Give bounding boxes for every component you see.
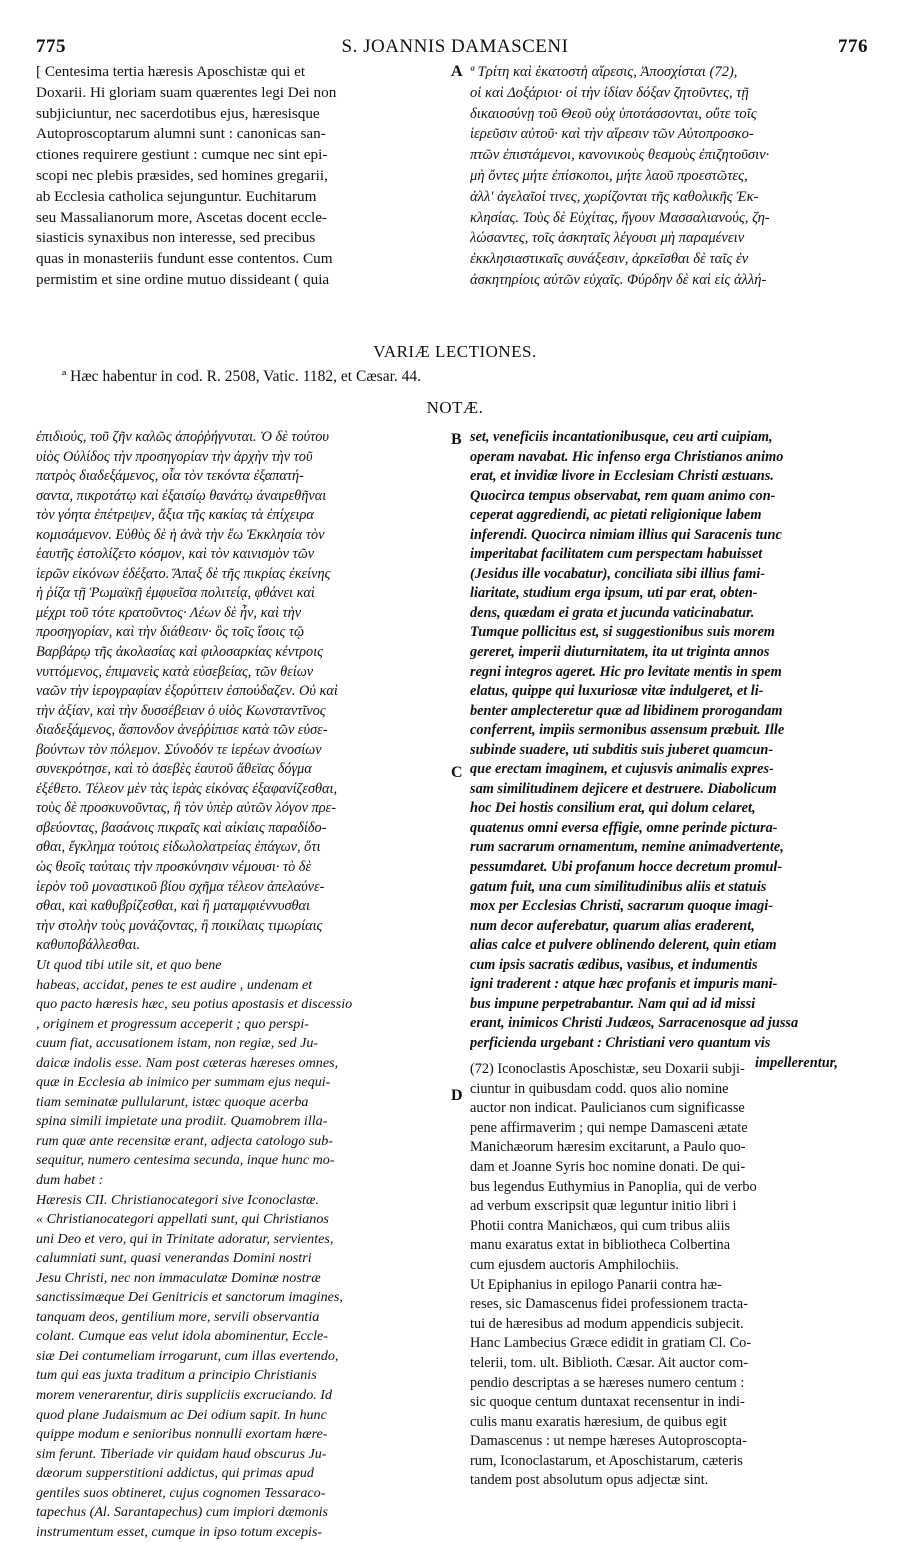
text-line: προσηγορίαν, καὶ τὴν διάθεσιν· ὃς τοῖς ἴσοις τῷ bbox=[36, 624, 305, 641]
text-line: Manichæorum hæresim excitarunt, a Paulo quo- bbox=[470, 1139, 746, 1156]
text-line: [ Centesima tertia hæresis Aposchistæ qui et bbox=[36, 63, 306, 80]
text-line: siæ Dei contumeliam irrogarunt, cum illas evertendo, bbox=[36, 1347, 339, 1364]
text-line: ἱερὸν τοῦ μοναστικοῦ βίου σχῆμα τέλεον ἀπελαύνε- bbox=[36, 878, 325, 895]
text-line: calumniati sunt, quasi venerandas Domini nostri bbox=[36, 1250, 312, 1267]
text-line: liaritate, studium erga ipsum, uti par erat, obten- bbox=[470, 585, 758, 602]
text-line: erat, et invidiæ livore in Ecclesiam Christi æstuans. bbox=[470, 468, 774, 485]
text-line: ª Τρίτη καὶ ἑκατοστὴ αἵρεσις, Ἀποσχίσται (72), bbox=[470, 64, 738, 80]
text-line: Photii contra Manichæos, qui cum tribus aliis bbox=[470, 1217, 731, 1234]
text-line: daicæ indolis esse. Nam post cæteras hæreses omnes, bbox=[36, 1054, 339, 1071]
text-line: que erectam imaginem, et cujusvis animalis expres- bbox=[470, 761, 774, 778]
page-number-left: 775 bbox=[36, 36, 66, 57]
text-line: νυττόμενος, ἐπιμανεὶς κατὰ εὐσεβείας, τῶν θείων bbox=[36, 663, 314, 680]
text-line: ἱερῶν εἰκόνων ἐδέξατο. Ἅπαξ δὲ τῆς πικρίας ἐκείνης bbox=[36, 565, 331, 582]
text-line: bus impune perpetrabantur. Nam qui ad id missi bbox=[470, 995, 756, 1012]
text-line: manu exaratus extat in bibliotheca Colbertina bbox=[470, 1237, 731, 1254]
text-line: σθαι, ἔγκλημα τούτοις εἰδωλολατρείας ἐπάγων, ὅτι bbox=[36, 839, 321, 856]
text-line: ceperat aggrediendi, ac pietati religionique labem bbox=[470, 507, 762, 524]
text-line: sic quoque centum duntaxat recensentur in indi- bbox=[470, 1394, 745, 1411]
text-line: tum qui eas juxta traditum a principio Christianis bbox=[36, 1367, 317, 1384]
text-line: pessumdaret. Ubi profanum hocce decretum promul- bbox=[470, 859, 783, 876]
text-line: uni Deo et vero, qui in Trinitate adoratur, servientes, bbox=[36, 1230, 334, 1247]
text-line: reses, sic Damascenus fidei professionem tracta- bbox=[470, 1296, 748, 1313]
text-line: elatus, quippe qui luxuriosæ vitæ indulgeret, et li- bbox=[470, 683, 764, 700]
text-line: dæorum supperstitioni addictus, qui primas apud bbox=[36, 1465, 314, 1482]
text-line: siasticis synaxibus non interesse, sed precibus bbox=[36, 229, 316, 247]
text-line: ὡς θεοῖς ταύταις τὴν προσκύνησιν νέμουσι· τὸ δὲ bbox=[36, 859, 312, 876]
text-line: σαντα, πικροτάτῳ καὶ ἐξαισίῳ θανάτῳ ἀναιρεθῆναι bbox=[36, 487, 327, 504]
text-line: ἐπιδιούς, τοῦ ζῆν καλῶς ἀποῤῥήγνυται. Ὁ δὲ τούτου bbox=[36, 429, 329, 445]
text-line: dam et Joanne Syris hoc nomine donati. De qui- bbox=[470, 1158, 746, 1175]
text-line: pene affirmaverim ; qui nempe Damasceni ætate bbox=[470, 1119, 748, 1136]
text-line: , originem et progressum acceperit ; quo perspi- bbox=[36, 1015, 309, 1032]
text-line: gereret, imperii diuturnitatem, ita ut triginta annos bbox=[470, 644, 770, 661]
text-line: spina simili impietate una prodiit. Quamobrem illa- bbox=[36, 1113, 328, 1130]
text-line: tui de hæresibus ad modum appendicis subjecit. bbox=[470, 1315, 744, 1332]
text-line: sanctissimæque Dei Genitricis et sanctorum imagines, bbox=[36, 1289, 343, 1306]
text-line: ad verbum exscripsit quæ leguntur initio libri i bbox=[470, 1198, 737, 1215]
text-line: tiam seminatæ pullularunt, istæc quoque acerba bbox=[36, 1093, 309, 1110]
text-line: Quocirca tempus observabat, rem quam animo con- bbox=[470, 487, 776, 504]
text-line: gatum fuit, una cum similitudinibus aliis et statuis bbox=[470, 878, 767, 895]
text-line: colant. Cumque eas velut idola abominentur, Eccle- bbox=[36, 1328, 328, 1345]
text-line: Βαρβάρῳ τῆς ἀκολασίας καὶ φιλοσαρκίας κέντροις bbox=[36, 644, 323, 661]
text-line: δικαιοσύνῃ τοῦ Θεοῦ οὐχ ὑποτάσσονται, οὔτε τοῖς bbox=[470, 105, 757, 122]
variae-text: ª Hæc habentur in cod. R. 2508, Vatic. 1182, et Cæsar. 44. bbox=[62, 368, 422, 385]
text-line: « Christianocategori appellati sunt, qui Christianos bbox=[36, 1211, 329, 1228]
text-line: τοὺς δὲ προσκυνοῦντας, ἢ τὸν ὑπὲρ αὐτῶν λόγον πρε- bbox=[36, 800, 336, 817]
text-line: impellerentur, bbox=[754, 1054, 838, 1071]
text-line: erant, inimicos Christi Judæos, Sarracenosque ad jussa bbox=[470, 1015, 799, 1032]
text-line: Damascenus : ut nempe hæreses Autoproscopta- bbox=[470, 1433, 747, 1450]
text-line: ἀλλ' ἀγελαῖοί τινες, χωρίζονται τῆς καθολικῆς Ἐκ- bbox=[470, 188, 759, 205]
text-line: (Jesidus ille vocabatur), conciliata sibi illius fami- bbox=[470, 565, 766, 582]
text-line: conferrent, impiis sermonibus assensum præbuit. Ille bbox=[470, 722, 785, 739]
text-line: ciuntur in quibusdam codd. quos alio nomine bbox=[470, 1080, 729, 1097]
text-line: num decor auferebatur, quarum alias eraderent, bbox=[470, 917, 755, 934]
text-line: ἐξέθετο. Τέλεον μὲν τὰς ἱερὰς εἰκόνας ἐξαφανίζεσθαι, bbox=[36, 780, 338, 797]
text-line: rum, Iconoclastarum, et Aposchistarum, cæteris bbox=[470, 1452, 743, 1469]
lower-greek-text bbox=[36, 428, 446, 956]
text-line: κλησίας. Τοὺς δὲ Εὐχίτας, ἤγουν Μασσαλιανούς, ζη- bbox=[470, 209, 770, 226]
text-line: quas in monasteriis fundunt esse contentos. Cum bbox=[36, 250, 333, 268]
right-latin-text bbox=[470, 428, 878, 1073]
text-line: benter amplecteretur quæ ad libidinem prorogandam bbox=[470, 702, 783, 719]
text-line: mox per Ecclesias Christi, sacrarum quoque imagi- bbox=[470, 898, 774, 915]
text-line: pendio descriptas a se hæreses numero centum : bbox=[470, 1374, 745, 1391]
text-line: Jesu Christi, nec non immaculatæ Dominæ nostræ bbox=[36, 1269, 321, 1286]
text-line: λώσαντες, τοῖς ἀσκηταῖς λέγουσι μὴ παραμένειν bbox=[470, 230, 745, 247]
text-line: Ut quod tibi utile sit, et quo bene bbox=[36, 957, 222, 973]
page-number-right: 776 bbox=[838, 36, 868, 57]
text-line: πτῶν ἐπιστάμενοι, κανονικοὺς θεσμοὺς ἐπιζητοῦσιν· bbox=[470, 147, 770, 164]
variae-heading: VARIÆ LECTIONES. bbox=[373, 342, 537, 361]
text-line: cuum fiat, accusationem istam, non regiæ, sed Ju- bbox=[36, 1035, 319, 1052]
text-line: operam navabat. Hic infenso erga Christianos animo bbox=[470, 448, 784, 465]
text-line: quo pacto hæresis hæc, seu potius apostasis et discessio bbox=[36, 996, 353, 1013]
margin-letter-d: D bbox=[451, 1087, 463, 1104]
text-line: ab Ecclesia catholica sejunguntur. Euchitarum bbox=[36, 187, 317, 205]
text-line: rum quæ ante recensitæ erant, adjecta catologo sub- bbox=[36, 1132, 333, 1149]
text-line: υἱὸς Οὐλίδος τὴν προσηγορίαν τὴν ἀρχὴν τὴν τοῦ bbox=[36, 448, 313, 465]
text-line: τὴν στολὴν τοὺς μονάζοντας, ἢ ποικίλαις τιμωρίαις bbox=[36, 917, 323, 934]
text-line: Autoproscoptarum alumni sunt : canonicas san- bbox=[36, 125, 326, 143]
text-line: instrumentum esset, cumque in ipso totum excepis- bbox=[36, 1523, 323, 1540]
text-line: ἡ ῥίζα τῇ Ῥωμαϊκῇ ἐμφυεῖσα πολιτείᾳ, φθάνει καὶ bbox=[36, 585, 315, 602]
text-line: alias calce et pulvere oblinendo delerent, quin etiam bbox=[470, 937, 777, 954]
top-latin-text bbox=[36, 62, 446, 291]
text-line: set, veneficiis incantationibusque, ceu arti cuipiam, bbox=[470, 429, 773, 445]
text-line: Hanc Lambecius Græce edidit in gratiam Cl. Co- bbox=[470, 1335, 752, 1352]
margin-letter-a: A bbox=[451, 63, 463, 80]
text-line: μὴ ὄντες μήτε ἐπίσκοποι, μήτε λαοῦ προεστῶτες, bbox=[470, 167, 748, 184]
text-line: σβεύοντας, βασάνοις πικραῖς καὶ αἰκίαις παραδίδο- bbox=[36, 819, 327, 836]
text-line: quatenus omni eversa effigie, omne perinde pictura- bbox=[470, 819, 778, 836]
text-line: imperitabat facilitatem cum perspectam habuisset bbox=[470, 546, 763, 563]
text-line: ἐκκλησιαστικαῖς συνάξεσιν, ἀρκεῖσθαι δὲ ταῖς ἐν bbox=[470, 251, 749, 268]
text-line: Tumque pollicitus est, si suggestionibus suis morem bbox=[470, 624, 775, 641]
text-line: διαδεξάμενος, ἄσπονδον ἀνεῤῥίπισε κατὰ τῶν εὐσε- bbox=[36, 722, 328, 739]
text-line: ἀσκητηρίοις αὐτῶν εὐχαῖς. Φύρδην δὲ καὶ εἰς ἀλλή- bbox=[470, 271, 767, 288]
text-line: κομισάμενον. Εὐθὺς δὲ ἡ ἀνὰ τὴν ἕω Ἐκκλησία τὸν bbox=[36, 526, 325, 543]
text-line: rum sacrarum ornamentum, nemine animadvertente, bbox=[470, 839, 784, 856]
text-line: permistim et sine ordine mutuo dissideant ( quia bbox=[36, 270, 330, 288]
text-line: dum habet : bbox=[36, 1172, 104, 1189]
margin-letter-b: B bbox=[451, 431, 462, 448]
text-line: morem venerarentur, diris suppliciis excruciando. Id bbox=[36, 1387, 333, 1404]
text-line: sam similitudinem dejicere et destruere. Diabolicum bbox=[470, 780, 777, 797]
text-line: τὸν γόητα ἐπέτρεψεν, ἄξια τῆς κακίας τὰ ἐπίχειρα bbox=[36, 507, 314, 524]
margin-letter-c: C bbox=[451, 764, 463, 781]
text-line: seu Massalianorum more, Ascetas docent eccle- bbox=[36, 208, 327, 226]
text-line: inferendi. Quocirca nimiam illius qui Saracenis tunc bbox=[470, 526, 782, 543]
text-line: μέχρι τοῦ τότε κρατοῦντος· Λέων δὲ ἦν, καὶ τὴν bbox=[36, 604, 302, 621]
text-line: Doxarii. Hi gloriam suam quærentes legi Dei non bbox=[36, 83, 337, 101]
text-line: bus legendus Euthymius in Panoplia, qui de verbo bbox=[470, 1178, 757, 1195]
text-line: sequitur, numero centesima secunda, inque hunc mo- bbox=[36, 1152, 335, 1169]
text-line: Ut Epiphanius in epilogo Panarii contra hæ- bbox=[470, 1276, 722, 1293]
text-line: perficienda urgebant : Christiani vero quantum vis bbox=[470, 1034, 771, 1051]
text-line: τὴν ἀξίαν, καὶ τὴν δυσσέβειαν ὁ υἱὸς Κωνσταντῖνος bbox=[36, 702, 326, 719]
text-line: quæ in Ecclesia ab inimico per summam ejus nequi- bbox=[36, 1074, 331, 1091]
text-line: ἑαυτῆς ἐστολίζετο κόσμον, καὶ τὸν καινισμὸν τῶν bbox=[36, 546, 315, 563]
text-line: ναῶν τὴν ἱερογραφίαν ἐξορύττειν ἐσπούδαζεν. Οὐ καὶ bbox=[36, 683, 338, 700]
text-line: igni traderent : atque hæc profanis et impuris mani- bbox=[470, 976, 778, 993]
text-line: συνεκρότησε, καὶ τὸ ἀσεβὲς ἑαυτοῦ ἄθεϊας δόγμα bbox=[36, 761, 312, 778]
notae-heading: NOTÆ. bbox=[426, 398, 484, 417]
text-line: πατρὸς διαδεξάμενος, οἷα τὸν τεκόντα ἐξαπατή- bbox=[36, 468, 304, 485]
text-line: (72) Iconoclastis Aposchistæ, seu Doxarii subji- bbox=[470, 1061, 745, 1077]
text-line: sim ferunt. Tiberiade vir quidam haud obscurus Ju- bbox=[36, 1445, 327, 1462]
text-line: auctor non indicat. Paulicianos cum significasse bbox=[470, 1100, 745, 1117]
text-line: σθαι, καὶ καθυβρίζεσθαι, καὶ ἢ ματαμφιέννυσθαι bbox=[36, 898, 311, 915]
text-line: hoc Dei hostis consilium erat, qui dolum celaret, bbox=[470, 800, 756, 817]
text-line: subjiciuntur, nec sacerdotibus ejus, hæresisque bbox=[36, 104, 320, 122]
text-line: quod plane Judaismum ac Dei odium sapit. In hunc bbox=[36, 1406, 327, 1423]
text-line: οἱ καὶ Δοξάριοι· οἱ τὴν ἰδίαν δόξαν ζητοῦντες, τῇ bbox=[470, 84, 749, 101]
text-line: scopi nec plebis præsides, sed homines gregarii, bbox=[36, 166, 328, 184]
text-line: dens, quædam ei grata et jucunda vaticinabatur. bbox=[470, 604, 755, 621]
text-line: subinde suadere, uti subditis suis juberet quamcun- bbox=[470, 741, 774, 758]
text-line: ctiones requirere gestiunt : cumque nec sint epi- bbox=[36, 146, 328, 164]
text-line: cum ipsis sacratis ædibus, vasibus, et indumentis bbox=[470, 956, 758, 973]
footnote-72 bbox=[470, 1060, 878, 1491]
text-line: ἱερεῦσιν αὐτοῦ· καὶ τὴν αἵρεσιν τῶν Αὐτοπροσκο- bbox=[470, 126, 754, 143]
running-title: S. JOANNIS DAMASCENI bbox=[341, 36, 569, 57]
text-line: tandem post absolutum opus adjectæ sint. bbox=[470, 1472, 709, 1489]
text-line: tanquam deos, gentilium more, servili observantia bbox=[36, 1308, 320, 1325]
text-line: tapechus (Al. Sarantapechus) cum impiori dæmonis bbox=[36, 1504, 329, 1521]
top-greek-text bbox=[470, 62, 878, 291]
text-line: gentiles suos obtineret, cujus cognomen Tessaraco- bbox=[36, 1484, 326, 1501]
text-line: regni integros ageret. Hic pro levitate mentis in spem bbox=[470, 663, 782, 680]
text-line: culis manu exaratis hæresium, de quibus egit bbox=[470, 1413, 727, 1430]
text-line: καθυποβάλλεσθαι. bbox=[36, 937, 141, 954]
text-line: quippe modum e senioribus nonnulli exortam hære- bbox=[36, 1426, 328, 1443]
text-line: telerii, tom. ult. Biblioth. Cæsar. Ait auctor com- bbox=[470, 1354, 748, 1371]
text-line: habeas, accidat, penes te est audire , undenam et bbox=[36, 976, 313, 993]
text-line: Hæresis CII. Christianocategori sive Iconoclastæ. bbox=[36, 1191, 319, 1208]
text-line: βούντων τὸν πόλεμον. Σύνοδόν τε ἱερέων ἀνοσίων bbox=[36, 741, 322, 758]
lower-latin-text bbox=[36, 956, 446, 1542]
text-line: cum ejusdem auctoris Amphilochiis. bbox=[470, 1256, 679, 1273]
